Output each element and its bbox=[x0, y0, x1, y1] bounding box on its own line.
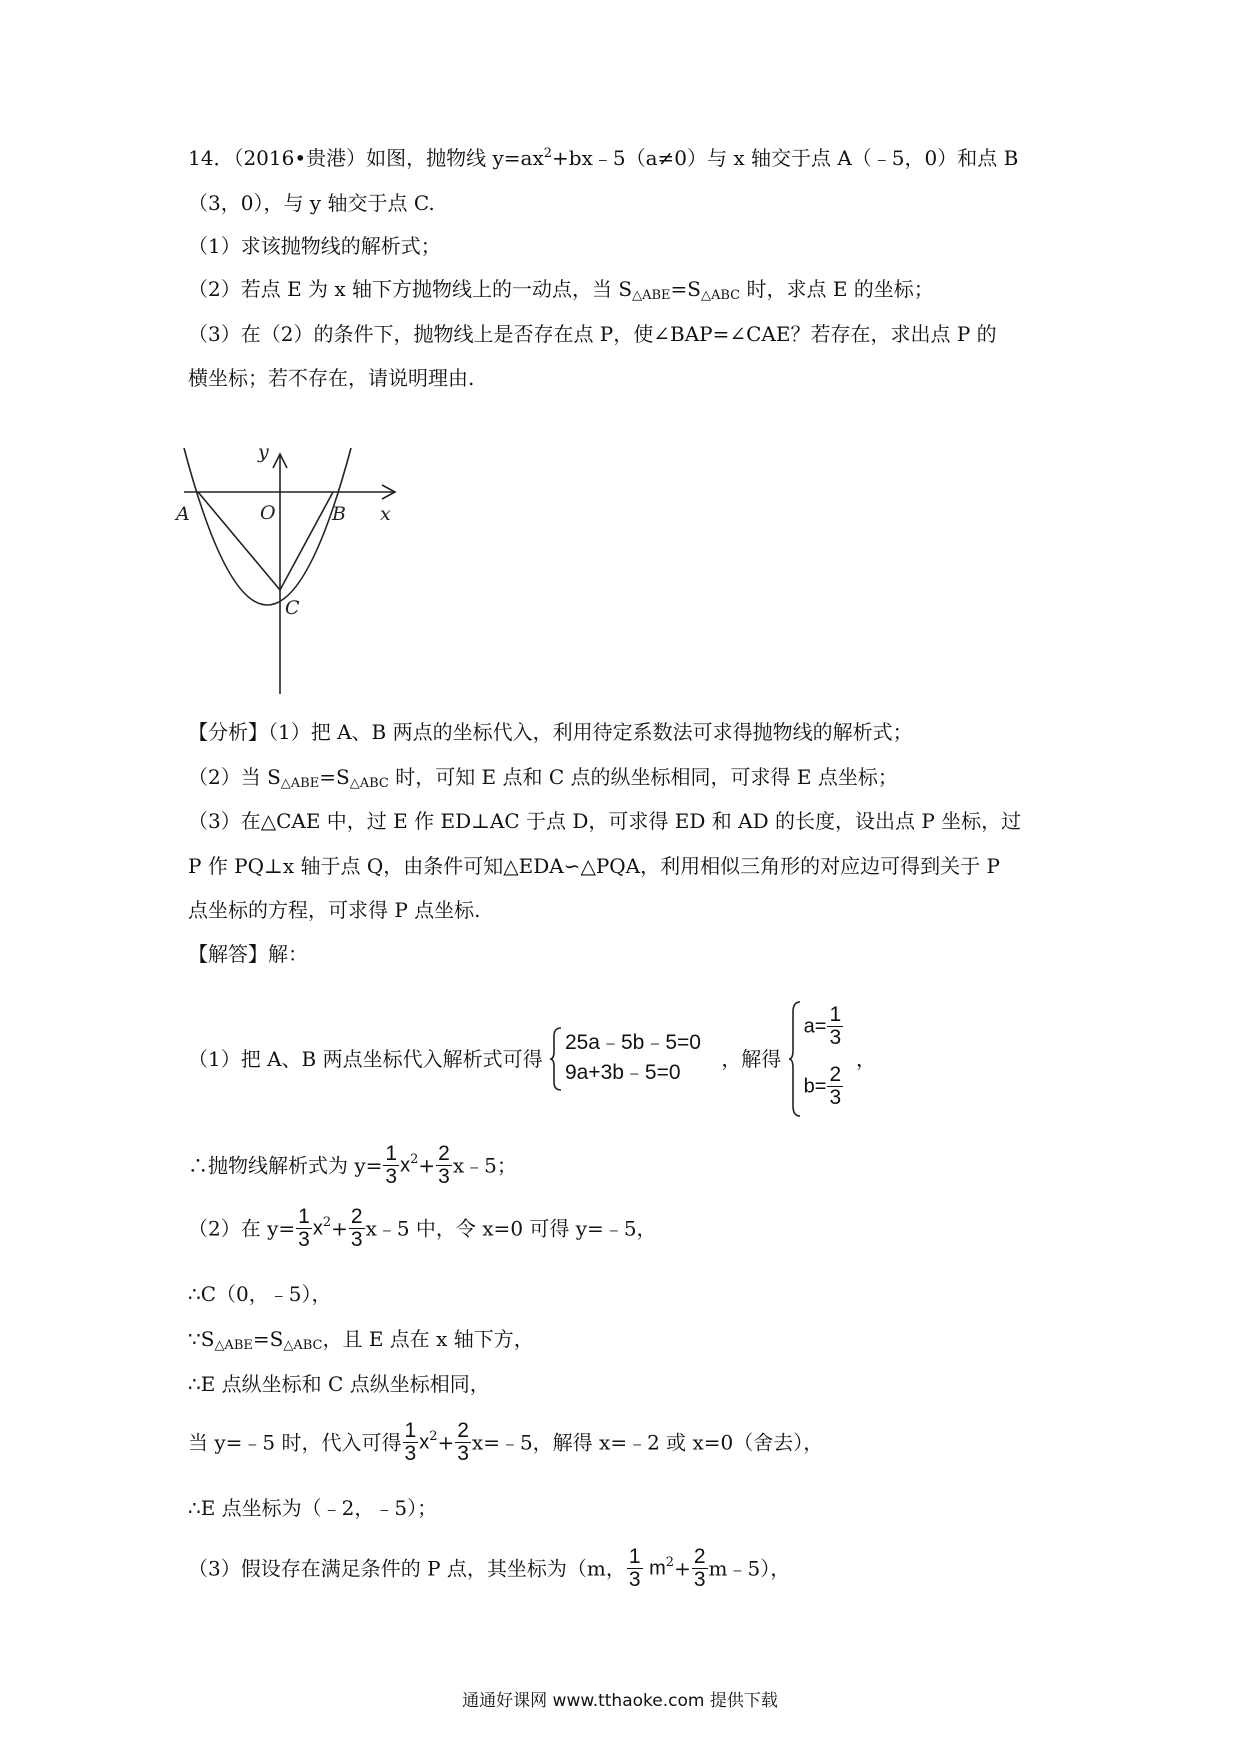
result-system bbox=[788, 1000, 858, 1118]
label-c: C bbox=[285, 597, 300, 619]
analysis-line-1: 【分析】（1）把 A、B 两点的坐标代入，利用待定系数法可求得抛物线的解析式； bbox=[188, 720, 913, 744]
question-1: （1）求该抛物线的解析式； bbox=[188, 234, 441, 258]
parabola-figure bbox=[176, 441, 434, 698]
solution-header: 【解答】解： bbox=[188, 942, 308, 966]
problem-header: 14．（2016•贵港）如图，抛物线 $y=ax^2+bx﹣5(a\ne 0)$与 x 轴交于点 A（﹣5，0）和点 B bbox=[188, 146, 1019, 170]
equation-2: 9a+3b﹣5=0 bbox=[564, 1061, 681, 1084]
analysis-line-4: P 作 PQ⊥x 轴于点 Q，由条件可知△EDA∽△PQA，利用相似三角形的对应边可得到关于 P bbox=[188, 854, 1000, 878]
solution-step-9: （3）假设存在满足条件的 P 点，其坐标为（m， $\frac{1}{3}$ $m^2+$ $\frac{2}{3}$ m﹣5）， bbox=[188, 1545, 791, 1591]
parabola-curve bbox=[184, 448, 351, 605]
solution-step-4: ∴C（0，﹣5）， bbox=[188, 1282, 332, 1306]
solution-step-7: 当 y=﹣5 时，代入可得 $\frac{1}{3}$ $x^2+$ $\frac{2}{3}$ x=﹣5，解得 x=﹣2 或 x=0（舍去）， bbox=[188, 1419, 824, 1465]
problem-line-2: （3，0），与 y 轴交于点 C. bbox=[188, 191, 435, 215]
solution-step-1: （1）把 A、B 两点坐标代入解析式可得 25a﹣5b﹣5=0 9a+3b﹣5=0 ，解得 a= $\frac{1}{3}$ b= $\frac{2}{3}$ ， bbox=[188, 1000, 876, 1118]
result-a: a= $\frac{1}{3}$ bbox=[803, 1003, 842, 1049]
left-brace-icon bbox=[788, 1000, 802, 1118]
question-3-line-2: 横坐标；若不存在，请说明理由. bbox=[188, 366, 475, 390]
equation-system bbox=[549, 1026, 715, 1092]
analysis-line-2: （2）当 $S_{\triangle ABE}=S_{\triangle ABC}$ 时，可知 E 点和 C 点的纵坐标相同，可求得 E 点坐标； bbox=[188, 765, 898, 791]
solution-step-2: ∴抛物线解析式为 y= $\frac{1}{3}$ $x^2+$ $\frac{2}{3}$ x﹣5； bbox=[188, 1142, 517, 1188]
equation-1: 25a﹣5b﹣5=0 bbox=[564, 1031, 701, 1054]
question-3-line-1: （3）在（2）的条件下，抛物线上是否存在点 P，使∠BAP=∠CAE？若存在，求出点 P 的 bbox=[188, 322, 997, 346]
footer-download-note: 通通好课网 www.tthaoke.com 提供下载 bbox=[462, 1691, 778, 1711]
label-a: A bbox=[176, 503, 190, 525]
solution-step-8: ∴E 点坐标为（﹣2，﹣5）； bbox=[188, 1496, 438, 1520]
label-x: x bbox=[380, 503, 391, 525]
label-b: B bbox=[332, 503, 346, 525]
solution-step-6: ∴E 点纵坐标和 C 点纵坐标相同， bbox=[188, 1372, 490, 1396]
analysis-line-3: （3）在△CAE 中，过 E 作 ED⊥AC 于点 D，可求得 ED 和 AD 的长度，设出点 P 坐标，过 bbox=[188, 809, 1022, 833]
result-b: b= $\frac{2}{3}$ bbox=[803, 1063, 842, 1109]
label-o: O bbox=[260, 502, 276, 524]
segment-bc bbox=[280, 492, 333, 590]
solution-step-3: （2）在 y= $\frac{1}{3}$ $x^2+$ $\frac{2}{3}$ x﹣5 中，令 x=0 可得 y=﹣5， bbox=[188, 1205, 657, 1251]
label-y: y bbox=[258, 441, 269, 463]
analysis-line-5: 点坐标的方程，可求得 P 点坐标. bbox=[188, 898, 481, 922]
question-2: （2）若点 E 为 x 轴下方抛物线上的一动点，当 $S_{\triangle ABE}=S_{\triangle ABC}$ 时，求点 E 的坐标； bbox=[188, 277, 934, 303]
solution-step-5: $\because S_{\triangle ABE}=S_{\triangle ABC}$，且 E 点在 x 轴下方， bbox=[188, 1327, 534, 1353]
